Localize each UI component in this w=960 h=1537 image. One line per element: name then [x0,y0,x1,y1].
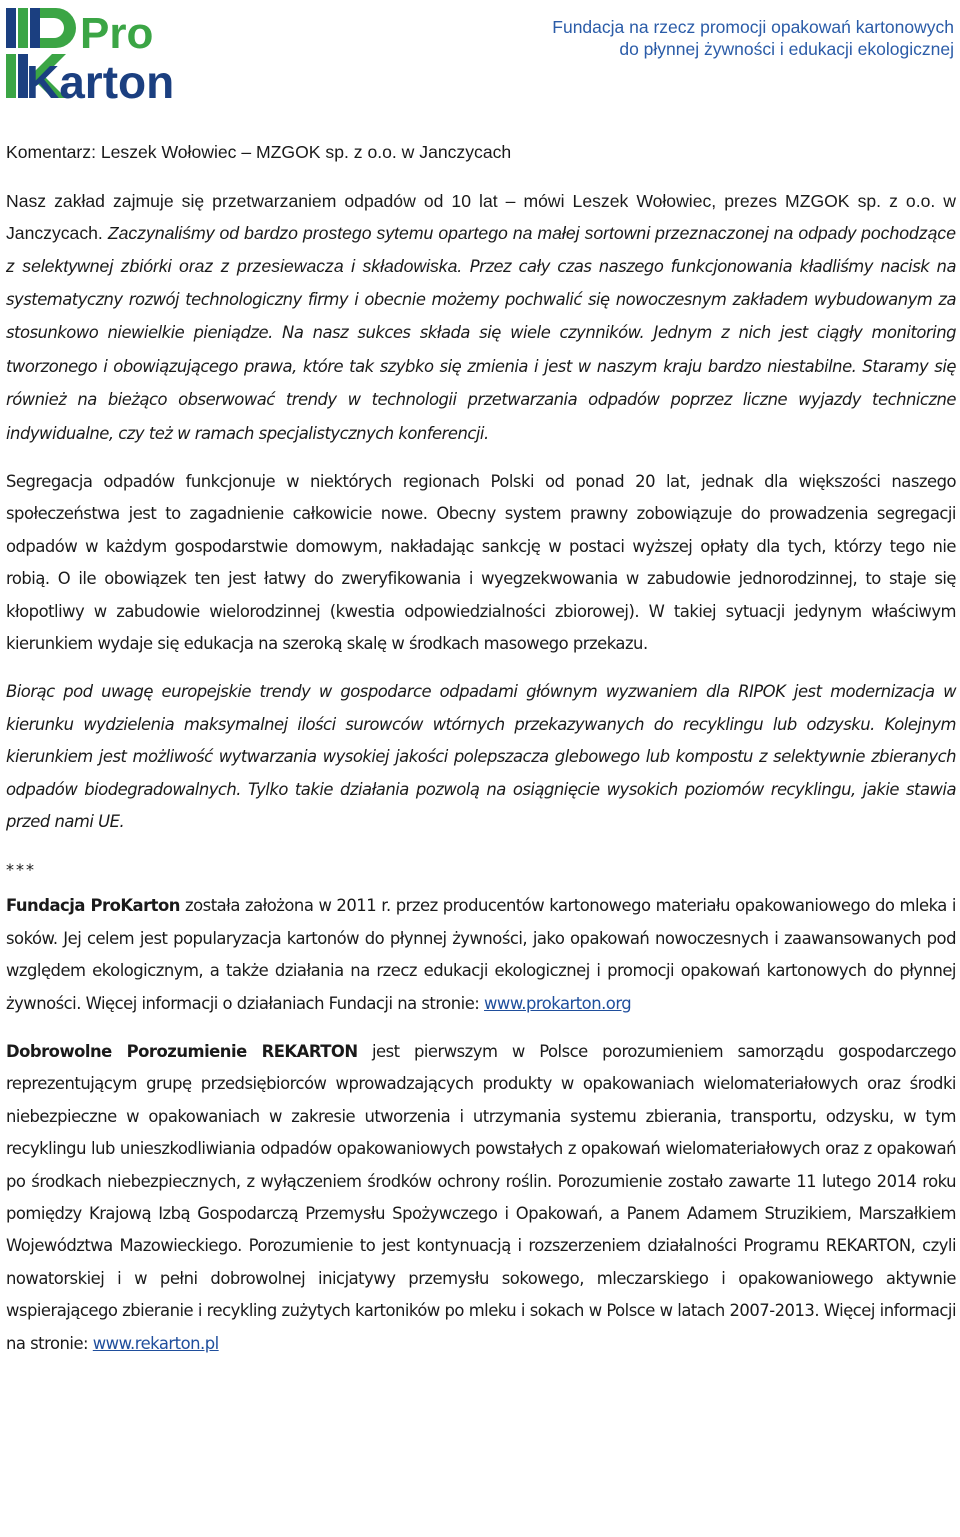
rekarton-link[interactable]: www.rekarton.pl [92,1333,219,1353]
logo-text-pro: Pro [80,9,154,58]
foundation-name [552,16,954,60]
quote-part-a: Zaczynaliśmy od bardzo prostego sytemu opartego na małej sortowni przeznaczonej na odpady pochodzące z selektywnej zbiórki oraz z przesiewacza i składowiska. [6,223,957,276]
article-paragraph-3: Biorąc pod uwagę europejskie trendy w gospodarce odpadami głównym wyzwaniem dla RIPOK jest modernizacja w kierunku wydzielenia maksymalnej ilości surowców wtórnych przekazywanych do recyklingu lub odzysku. Kolejnym kierunkiem jest możliwość wytwarzania wysokiej jakości polepszacza glebowego lub kompostu z selektywnie zbieranych odpadów biodegradowalnych. Tylko takie działania pozwolą na osiągnięcie wysokich poziomów recyklingu, jakie stawia przed nami UE. [6,682,956,831]
article-paragraph-1 [6,185,956,450]
rekarton-name: Dobrowolne Porozumienie REKARTON [6,1042,358,1062]
section-separator: *** [6,860,36,880]
article-title: Komentarz: Leszek Wołowiec – MZGOK sp. z o.o. w Janczycach [6,142,512,162]
prokarton-logo [4,6,204,100]
about-prokarton [6,890,956,1020]
prokarton-link[interactable]: www.prokarton.org [484,993,632,1013]
logo-text-karton: Karton [26,56,175,100]
quote-part-b: Przez cały czas naszego funkcjonowania kładliśmy nacisk na systematyczny rozwój technologiczny firmy i obecnie możemy pochwalić się nowoczesnym zakładem wybudowanym za stosunkowo niewielkie pieniądze. Na nasz sukces składa się wiele czynników. Jednym z nich jest ciągły monitoring tworzonego i obowiązującego prawa, które tak szybko się zmienia i jest w naszym kraju bardzo niestabilne. Staramy się również na bieżąco obserwować trendy w technologii przetwarzania odpadów poprzez liczne wyjazdy techniczne indywidualne, czy też w ramach specjalistycznych konferencji. [6,256,956,443]
foundation-name-line2: do płynnej żywności i edukacji ekologicznej [619,39,954,59]
prokarton-name: Fundacja ProKarton [6,896,180,916]
article-lead: Nasz zakład zajmuje się przetwarzaniem odpadów od 10 lat – mówi Leszek Wołowiec, prezes MZGOK sp. z o.o. w Janczycach. [6,190,956,243]
rekarton-description: jest pierwszym w Polsce porozumieniem samorządu gospodarczego reprezentującym grupę przedsiębiorców wprowadzających produkty w opakowaniach wielomateriałowych oraz środki niebezpieczne w opakowaniach w zakresie utworzenia i utrzymania systemu zbierania, transportu, odzysku, w tym recyklingu lub unieszkodliwiania odpadów opakowaniowych powstałych z opakowań wielomateriałowych oraz z opakowań po środkach niebezpiecznych, z wyłączeniem środków ochrony roślin. Porozumienie zostało zawarte 11 lutego 2014 roku pomiędzy Krajową Izbą Gospodarczą Przemysłu Spożywczego i Opakowań, a Panem Adamem Struzikiem, Marszałkiem Województwa Mazowieckiego. Porozumienie to jest kontynuacją i rozszerzeniem działalności Programu REKARTON, czyli nowatorskiej i w pełni dobrowolnej inicjatywy przemysłu sokowego, mleczarskiego i opakowaniowego aktywnie wspierającego zbieranie i recykling zużytych kartoników po mleku i sokach w Polsce w latach 2007-2013. Więcej informacji na stronie: [6,1042,956,1353]
prokarton-description: została założona w 2011 r. przez producentów kartonowego materiału opakowaniowego do mleka i soków. Jej celem jest popularyzacja kartonów do płynnej żywności, jako opakowań nowoczesnych i zaawansowanych pod względem ekologicznym, a także działania na rzecz edukacji ekologicznej i promocji opakowań kartonowych do płynnej żywności. Więcej informacji o działaniach Fundacji na stronie: [6,896,956,1013]
article-paragraph-2: Segregacja odpadów funkcjonuje w niektórych regionach Polski od ponad 20 lat, jednak dla większości naszego społeczeństwa jest to zagadnienie całkowicie nowe. Obecny system prawny zobowiązuje do prowadzenia segregacji odpadów w każdym gospodarstwie domowym, nakładając sankcję w postaci wyższej opłaty dla tych, którzy tego nie robią. O ile obowiązek ten jest łatwy do zweryfikowania i wyegzekwowania w zabudowie jednorodzinnej, to staje się kłopotliwy w zabudowie wielorodzinnej (kwestia odpowiedzialności zbiorowej). W takiej sytuacji jedynym właściwym kierunkiem wydaje się edukacja na szeroką skalę w środkach masowego przekazu. [6,471,956,653]
page-header [0,0,960,110]
document-body [6,136,956,1360]
foundation-name-line1: Fundacja na rzecz promocji opakowań kartonowych [552,17,954,37]
about-rekarton [6,1036,956,1360]
